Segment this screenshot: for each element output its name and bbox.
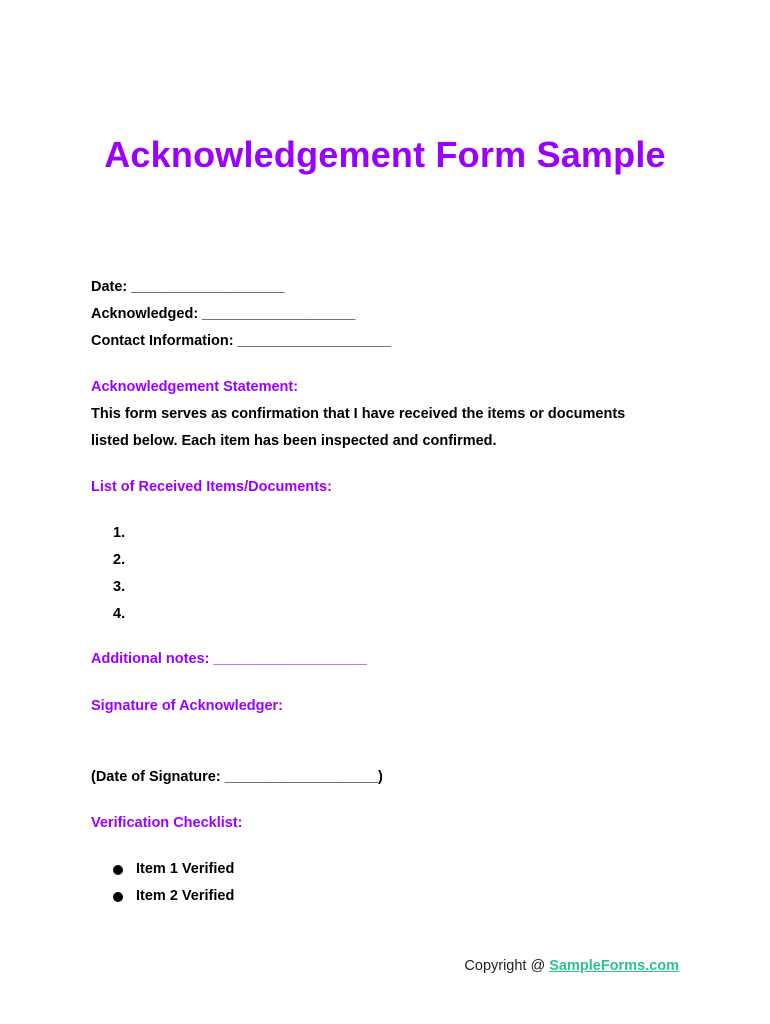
list-item-number: 1. bbox=[113, 525, 126, 541]
signature-date-field: (Date of Signature: ___________________) bbox=[91, 769, 383, 785]
list-item-number: 2. bbox=[113, 552, 126, 568]
copyright-text: Copyright @ bbox=[464, 958, 550, 974]
page-title: Acknowledgement Form Sample bbox=[104, 134, 666, 175]
additional-notes-field: Additional notes: ___________________ bbox=[91, 651, 367, 667]
statement-line-1: This form serves as confirmation that I have received the items or documents bbox=[91, 406, 626, 422]
contact-information-field: Contact Information: ___________________ bbox=[91, 333, 391, 349]
bullet-icon bbox=[113, 892, 123, 902]
checklist-item: Item 2 Verified bbox=[136, 888, 235, 904]
list-item-number: 4. bbox=[113, 606, 126, 622]
sampleforms-link[interactable]: SampleForms.com bbox=[549, 958, 679, 974]
items-heading: List of Received Items/Documents: bbox=[91, 479, 332, 495]
date-field: Date: ___________________ bbox=[91, 279, 285, 295]
checklist-item: Item 1 Verified bbox=[136, 861, 235, 877]
copyright-footer bbox=[464, 958, 679, 974]
checklist-heading: Verification Checklist: bbox=[91, 815, 243, 831]
acknowledged-field: Acknowledged: ___________________ bbox=[91, 306, 356, 322]
list-item-number: 3. bbox=[113, 579, 126, 595]
statement-heading: Acknowledgement Statement: bbox=[91, 379, 299, 395]
signature-heading: Signature of Acknowledger: bbox=[91, 698, 284, 714]
bullet-icon bbox=[113, 865, 123, 875]
statement-line-2: listed below. Each item has been inspected and confirmed. bbox=[91, 433, 497, 449]
